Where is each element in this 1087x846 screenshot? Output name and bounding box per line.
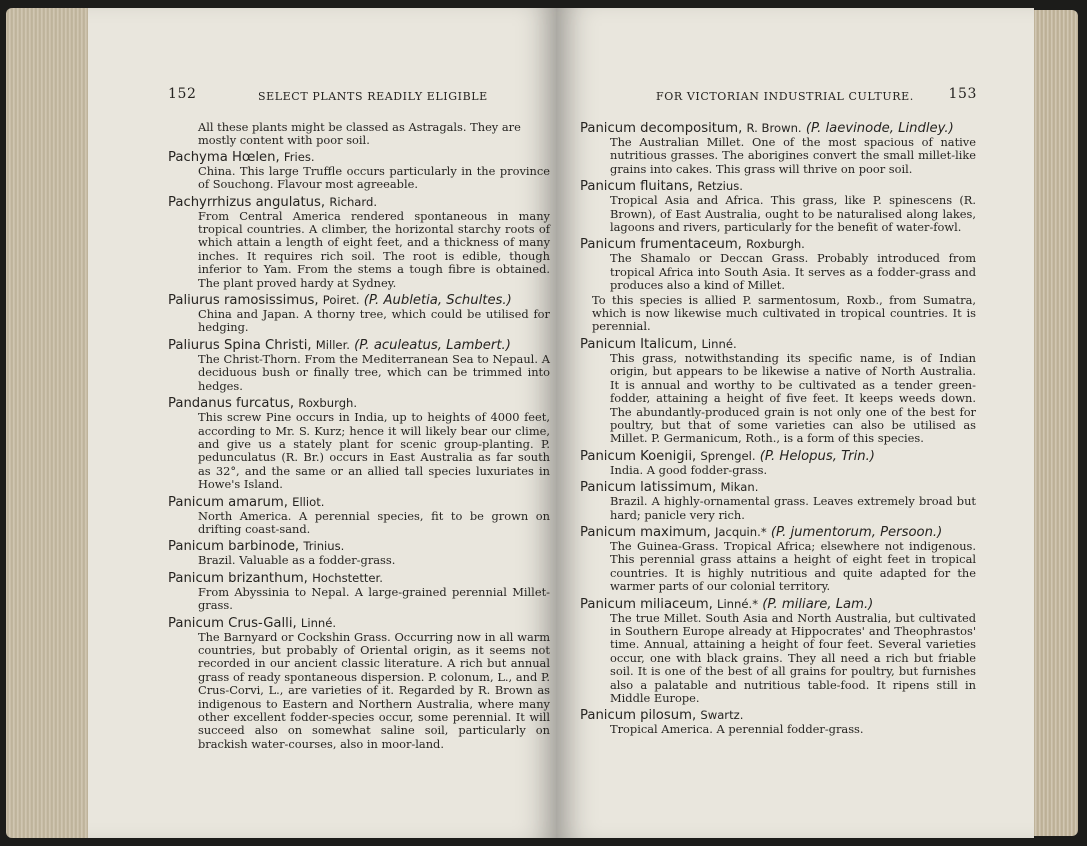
species-name: Panicum amarum, <box>168 494 288 510</box>
authority: Richard. <box>329 194 378 209</box>
species-name: Panicum latissimum, <box>580 480 717 496</box>
plant-entry <box>580 480 976 522</box>
authority: Miller. <box>315 337 350 352</box>
species-name: Panicum Koenigii, <box>580 448 697 464</box>
species-name: Panicum frumentaceum, <box>580 237 742 253</box>
entry-description: China. This large Truffle occurs particularly in the province of Souchong. Flavour most agreeable. <box>198 163 550 192</box>
plant-entry <box>580 525 976 594</box>
authority: Linné.* <box>717 596 758 611</box>
entry-heading <box>580 708 976 723</box>
authority: Fries. <box>283 149 315 164</box>
page-number: 152 <box>168 86 197 102</box>
species-name: Pachyrrhizus angulatus, <box>168 194 326 210</box>
plant-entry <box>168 338 550 393</box>
entry-heading <box>168 338 550 353</box>
entry-description: India. A good fodder-grass. <box>610 462 768 477</box>
intro-paragraph: All these plants might be classed as Astragals. They are mostly content with poor soil. <box>198 120 521 148</box>
synonym: (P. Aubletia, Schultes.) <box>363 293 512 309</box>
plant-entry <box>168 150 550 192</box>
entry-description: Brazil. Valuable as a fodder-grass. <box>198 553 396 568</box>
authority: Linné. <box>701 336 737 351</box>
running-title: FOR VICTORIAN INDUSTRIAL CULTURE. <box>656 90 914 103</box>
plant-entry <box>580 449 976 477</box>
species-name: Panicum Crus-Galli, <box>168 615 297 631</box>
authority: Jacquin.* <box>714 524 767 539</box>
plant-entry <box>580 597 976 706</box>
entry-heading <box>580 449 976 464</box>
synonym: (P. jumentorum, Persoon.) <box>770 524 943 540</box>
species-name: Panicum maximum, <box>580 524 711 540</box>
entry-heading <box>580 179 976 194</box>
species-name: Pandanus furcatus, <box>168 396 295 412</box>
plant-entry <box>168 495 550 537</box>
synonym: (P. miliare, Lam.) <box>762 596 874 612</box>
authority: Elliot. <box>292 494 325 509</box>
entry-heading <box>168 495 550 510</box>
plant-entry <box>580 708 976 736</box>
authority: Retzius. <box>697 179 743 194</box>
right-page-header <box>582 88 977 110</box>
page-number: 153 <box>948 86 977 102</box>
authority: Roxburgh. <box>298 396 358 411</box>
synonym: (P. laevinode, Lindley.) <box>805 121 954 136</box>
authority: Swartz. <box>700 708 744 723</box>
authority: Linné. <box>300 615 337 630</box>
species-name: Panicum decompositum, <box>580 121 743 136</box>
entry-heading <box>168 539 550 554</box>
entry-heading <box>168 195 550 210</box>
species-name: Panicum barbinode, <box>168 539 300 555</box>
page-edges-left <box>6 8 90 838</box>
entry-description: The Barnyard or Cockshin Grass. Occurring now in all warm countries, but probably of Oriental origin, as it seems not recorded in our ancient classic literature. A rich but annual grass of ready spontaneous dispersion. P. colonum, L., and P. Crus-Corvi, L., are varieties of it. Regarded by R. Brown as indigenous to Eastern and Northern Australia, where many other excellent fodder-species occur, some perennial. It will succeed also on somewhat saline soil, particularly on brackish water-courses, also in moor-land. <box>198 629 550 751</box>
entry-description: From Central America rendered spontaneous in many tropical countries. A climber, the horizontal starchy roots of which attain a length of eight feet, and a thickness of many inches. It requires rich soil. The root is edible, though inferior to Yam. From the stems a tough fibre is obtained. The plant proved hardy at Sydney. <box>198 208 550 290</box>
plant-entry <box>168 195 550 290</box>
species-name: Panicum miliaceum, <box>580 596 713 612</box>
entry-description: This grass, notwithstanding its specific name, is of Indian origin, but appears to be likewise a native of North Australia. It is annual and worthy to be cultivated as a tender green-fodder, attaining a height of five feet. It keeps weeds down. The abundantly-produced grain is not only one of the best for poultry, but that of some varieties can also be utilised as Millet. P. Germanicum, Roth., is a form of this species. <box>610 350 976 446</box>
plant-entry <box>580 337 976 446</box>
entry-description: Tropical Asia and Africa. This grass, like P. spinescens (R. Brown), of East Australia, ought to be naturalised along lakes, lagoons and rivers, particularly for the benefit of water-fowl. <box>610 193 976 235</box>
entry-heading <box>168 150 550 165</box>
entry-description: The Christ-Thorn. From the Mediterranean Sea to Nepaul. A deciduous bush or finally tree, which can be trimmed into hedges. <box>198 351 550 393</box>
plant-entry <box>580 179 976 234</box>
authority: Hochstetter. <box>312 570 383 585</box>
species-name: Panicum pilosum, <box>580 708 697 724</box>
entry-heading <box>168 396 550 411</box>
authority: Mikan. <box>720 480 759 495</box>
plant-entry <box>168 539 550 567</box>
authority: Sprengel. <box>700 448 756 463</box>
entry-description: North America. A perennial species, fit to be grown on drifting coast-sand. <box>198 508 550 536</box>
authority: Trinius. <box>303 539 345 554</box>
species-name: Panicum Italicum, <box>580 336 698 352</box>
entry-description: The Australian Millet. One of the most spacious of native nutritious grasses. The aborigines convert the small millet-like grains into cakes. This grass will thrive on poor soil. <box>610 135 976 176</box>
right-page <box>556 8 1034 838</box>
entry-heading <box>580 480 976 495</box>
left-column <box>168 121 550 754</box>
species-name: Pachyma Hœlen, <box>168 149 280 165</box>
plant-entry <box>580 237 976 292</box>
species-name: Paliurus ramosissimus, <box>168 293 319 309</box>
entry-heading <box>168 571 550 586</box>
plant-entry <box>168 396 550 491</box>
synonym: (P. aculeatus, Lambert.) <box>354 337 511 353</box>
entry-heading <box>580 525 976 540</box>
entry-heading <box>580 121 976 136</box>
entry-heading <box>580 597 976 612</box>
species-name: Panicum fluitans, <box>580 179 694 195</box>
entry-description: The Shamalo or Deccan Grass. Probably introduced from tropical Africa into South Asia. It serves as a fodder-grass and produces also a kind of Millet. <box>610 251 976 293</box>
authority: R. Brown. <box>746 121 802 135</box>
entry-heading <box>168 616 550 631</box>
entry-description: The Guinea-Grass. Tropical Africa; elsewhere not indigenous. This perennial grass attains a height of eight feet in tropical countries. It is highly nutritious and quite adapted for the warmer parts of our colonial territory. <box>610 538 976 594</box>
entry-note: To this species is allied P. sarmentosum, Roxb., from Sumatra, which is now likewise much cultivated in tropical countries. It is perennial. <box>592 292 976 334</box>
entry-description: From Abyssinia to Nepal. A large-grained perennial Millet-grass. <box>198 584 550 613</box>
right-column <box>580 121 976 740</box>
entry-description: China and Japan. A thorny tree, which could be utilised for hedging. <box>198 307 550 335</box>
left-page <box>88 8 558 838</box>
plant-entry <box>168 293 550 335</box>
authority: Poiret. <box>322 293 360 308</box>
entry-description: This screw Pine occurs in India, up to heights of 4000 feet, according to Mr. S. Kurz; hence it will likely bear our clime, and give us a stately plant for scenic group-planting. P. pedunculatus (R. Br.) occurs in East Australia as far south as 32°, and the same or an allied tall species luxuriates in Howe's Island. <box>198 410 550 492</box>
entry-description: Tropical America. A perennial fodder-grass. <box>610 722 864 737</box>
entry-heading <box>580 237 976 252</box>
species-name: Paliurus Spina Christi, <box>168 337 312 353</box>
entry-heading <box>168 293 550 308</box>
entry-description: Brazil. A highly-ornamental grass. Leaves extremely broad but hard; panicle very rich. <box>610 494 976 522</box>
running-title: SELECT PLANTS READILY ELIGIBLE <box>258 90 488 103</box>
plant-entry <box>168 616 550 752</box>
entry-heading <box>580 337 976 352</box>
page-edges-right <box>1032 10 1078 836</box>
left-page-header <box>168 88 558 110</box>
plant-entry <box>168 571 550 613</box>
species-name: Panicum brizanthum, <box>168 570 308 586</box>
entry-description: The true Millet. South Asia and North Australia, but cultivated in Southern Europe already at Hippocrates' and Theophrastos' time. Annual, attaining a height of four feet. Several varieties occur, one with black grains. They all need a rich but friable soil. It is one of the best of all grains for poultry, but furnishes also a palatable and nutritious table-food. It ripens still in Middle Europe. <box>610 610 976 705</box>
authority: Roxburgh. <box>746 237 805 252</box>
plant-entry <box>580 121 976 176</box>
synonym: (P. Helopus, Trin.) <box>759 448 875 464</box>
